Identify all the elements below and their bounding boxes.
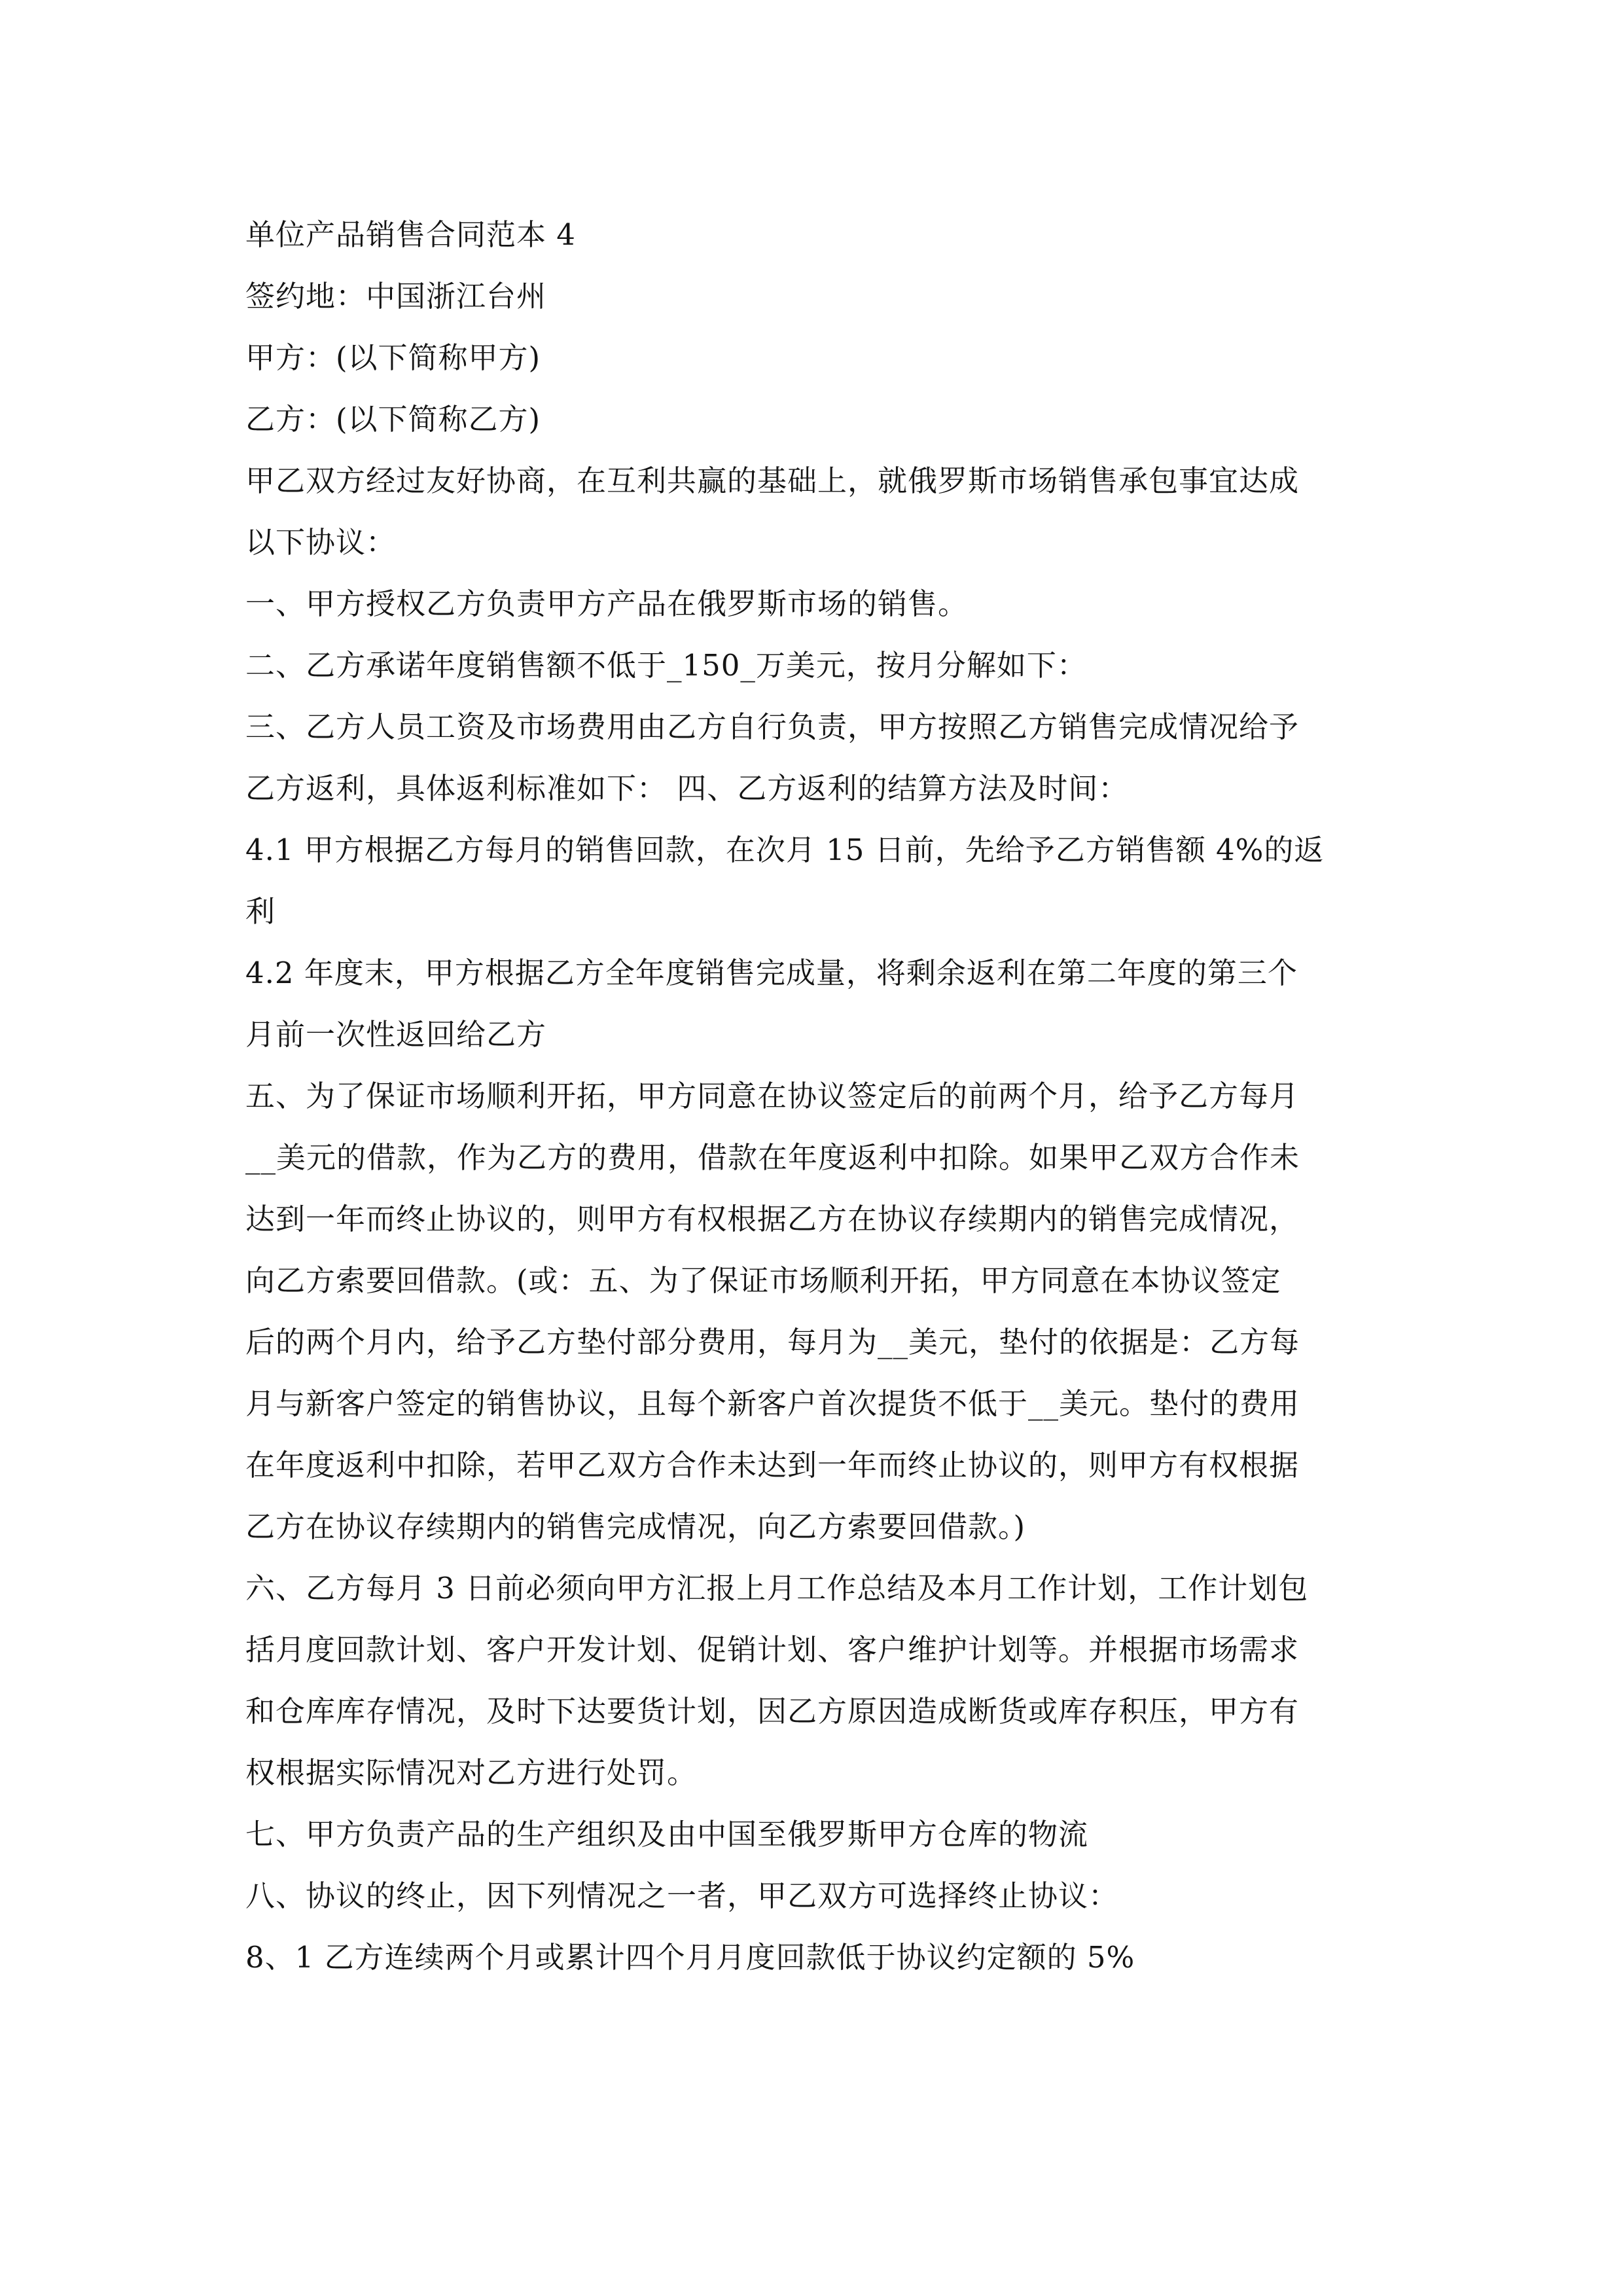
signing-place-line: 签约地：中国浙江台州 bbox=[245, 279, 547, 314]
clause-line: 括月度回款计划、客户开发计划、促销计划、客户维护计划等。并根据市场需求 bbox=[245, 1632, 1300, 1667]
clause-line: 七、甲方负责产品的生产组织及由中国至俄罗斯甲方仓库的物流 bbox=[245, 1817, 1089, 1852]
preamble-line: 以下协议： bbox=[245, 525, 397, 560]
clause-line: 在年度返利中扣除，若甲乙双方合作未达到一年而终止协议的，则甲方有权根据 bbox=[245, 1448, 1300, 1482]
clause-line: 8、1 乙方连续两个月或累计四个月月度回款低于协议约定额的 5% bbox=[245, 1940, 1135, 1975]
clause-line: 4.1 甲方根据乙方每月的销售回款，在次月 15 日前，先给予乙方销售额 4%的返 bbox=[245, 833, 1325, 867]
document-title: 单位产品销售合同范本 4 bbox=[245, 217, 576, 252]
clause-line: 权根据实际情况对乙方进行处罚。 bbox=[245, 1755, 698, 1790]
clause-line: 八、协议的终止，因下列情况之一者，甲乙双方可选择终止协议： bbox=[245, 1878, 1119, 1913]
clause-line: 乙方返利，具体返利标准如下： 四、乙方返利的结算方法及时间： bbox=[245, 771, 1129, 806]
clause-line: 和仓库库存情况，及时下达要货计划，因乙方原因造成断货或库存积压，甲方有 bbox=[245, 1694, 1300, 1729]
clause-line: 4.2 年度末，甲方根据乙方全年度销售完成量，将剩余返利在第二年度的第三个 bbox=[245, 956, 1298, 990]
clause-line: 达到一年而终止协议的，则甲方有权根据乙方在协议存续期内的销售完成情况， bbox=[245, 1202, 1300, 1236]
clause-line: 向乙方索要回借款。(或：五、为了保证市场顺利开拓，甲方同意在本协议签定 bbox=[245, 1263, 1281, 1298]
party-a-line: 甲方：(以下简称甲方) bbox=[245, 340, 541, 375]
clause-line: 三、乙方人员工资及市场费用由乙方自行负责，甲方按照乙方销售完成情况给予 bbox=[245, 709, 1300, 744]
clause-line: 乙方在协议存续期内的销售完成情况，向乙方索要回借款。) bbox=[245, 1509, 1026, 1544]
clause-line: 利 bbox=[245, 894, 276, 929]
clause-line: 月与新客户签定的销售协议，且每个新客户首次提货不低于__美元。垫付的费用 bbox=[245, 1386, 1300, 1421]
clause-line: 月前一次性返回给乙方 bbox=[245, 1017, 547, 1052]
clause-line: 后的两个月内，给予乙方垫付部分费用，每月为__美元，垫付的依据是：乙方每 bbox=[245, 1325, 1300, 1359]
preamble-line: 甲乙双方经过友好协商，在互利共赢的基础上，就俄罗斯市场销售承包事宜达成 bbox=[245, 463, 1300, 498]
clause-line: 二、乙方承诺年度销售额不低于_150_万美元，按月分解如下： bbox=[245, 648, 1087, 683]
clause-line: 一、甲方授权乙方负责甲方产品在俄罗斯市场的销售。 bbox=[245, 586, 969, 621]
document-body bbox=[245, 204, 1423, 1988]
clause-line: 六、乙方每月 3 日前必须向甲方汇报上月工作总结及本月工作计划，工作计划包 bbox=[245, 1571, 1309, 1605]
clause-line: 五、为了保证市场顺利开拓，甲方同意在协议签定后的前两个月，给予乙方每月 bbox=[245, 1079, 1300, 1113]
party-b-line: 乙方：(以下简称乙方) bbox=[245, 402, 541, 437]
clause-line: __美元的借款，作为乙方的费用，借款在年度返利中扣除。如果甲乙双方合作未 bbox=[245, 1140, 1300, 1175]
